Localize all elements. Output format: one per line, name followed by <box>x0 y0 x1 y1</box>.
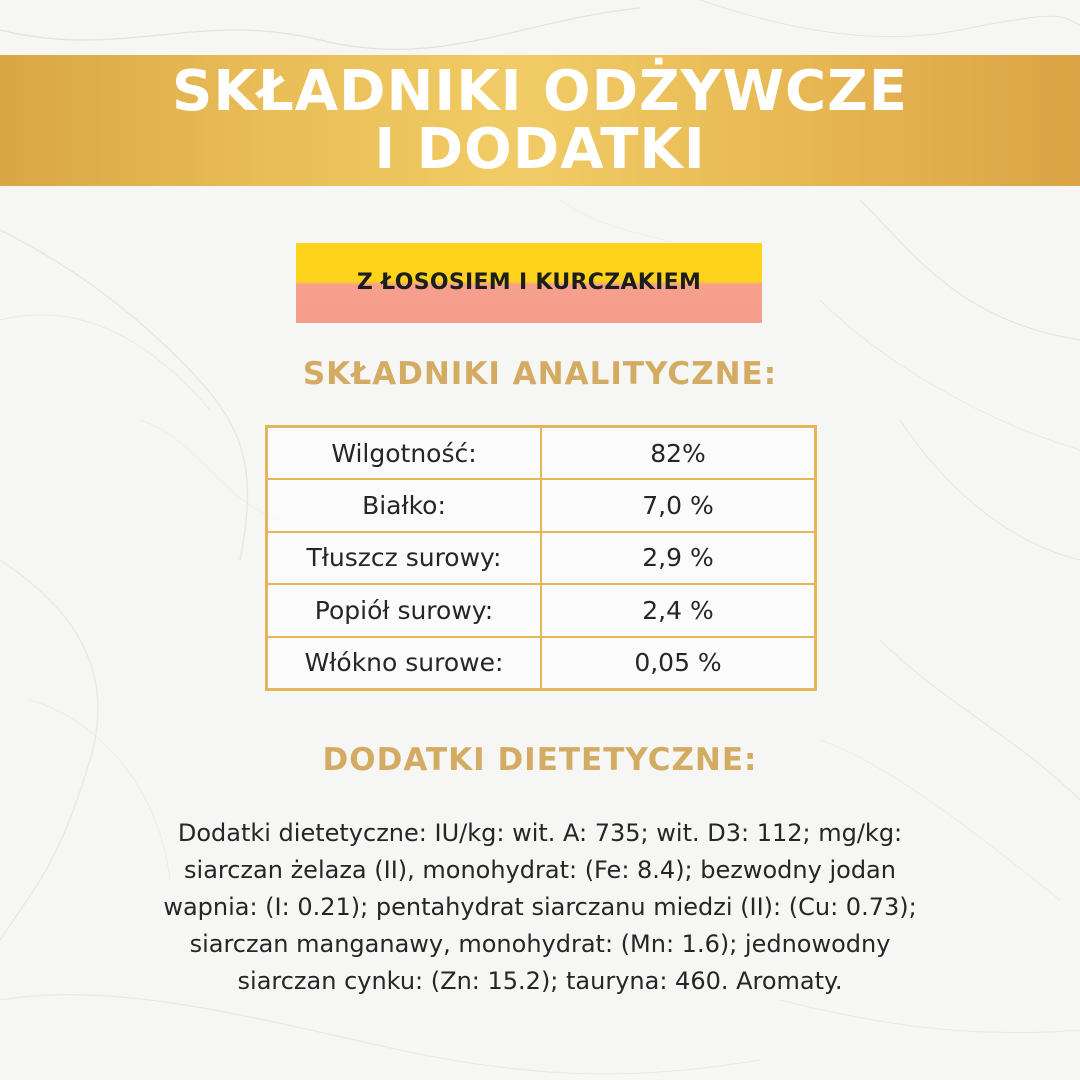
page-title-line-2: I DODATKI <box>374 116 706 182</box>
nutrient-value: 7,0 % <box>541 479 816 531</box>
variant-label: Z ŁOSOSIEM I KURCZAKIEM <box>356 269 702 295</box>
table-row <box>267 532 816 584</box>
variant-badge <box>296 243 762 323</box>
table-row <box>267 479 816 531</box>
nutrient-name: Tłuszcz surowy: <box>267 532 542 584</box>
analytical-table <box>265 425 817 691</box>
nutrient-name: Popiół surowy: <box>267 584 542 636</box>
dietary-additives-text <box>100 815 980 1000</box>
nutrient-value: 2,9 % <box>541 532 816 584</box>
nutrient-value: 0,05 % <box>541 637 816 690</box>
nutrient-value: 82% <box>541 427 816 480</box>
dietary-line: siarczan cynku: (Zn: 15.2); tauryna: 460. Aromaty. <box>237 967 843 995</box>
dietary-line: Dodatki dietetyczne: IU/kg: wit. A: 735; wit. D3: 112; mg/kg: <box>177 819 903 847</box>
table-row <box>267 427 816 480</box>
nutrient-name: Wilgotność: <box>267 427 542 480</box>
dietary-line: siarczan żelaza (II), monohydrat: (Fe: 8.4); bezwodny jodan <box>184 856 896 884</box>
table-row <box>267 584 816 636</box>
dietary-line: siarczan manganawy, monohydrat: (Mn: 1.6); jednowodny <box>189 930 891 958</box>
analytical-section-title: SKŁADNIKI ANALITYCZNE: <box>302 356 778 392</box>
dietary-section-title: DODATKI DIETETYCZNE: <box>322 742 758 778</box>
title-banner <box>0 55 1080 186</box>
nutrient-name: Białko: <box>267 479 542 531</box>
table-row <box>267 637 816 690</box>
dietary-line: wapnia: (I: 0.21); pentahydrat siarczanu miedzi (II): (Cu: 0.73); <box>163 893 917 921</box>
nutrient-value: 2,4 % <box>541 584 816 636</box>
nutrient-name: Włókno surowe: <box>267 637 542 690</box>
page-title-line-1: SKŁADNIKI ODŻYWCZE <box>172 58 908 124</box>
